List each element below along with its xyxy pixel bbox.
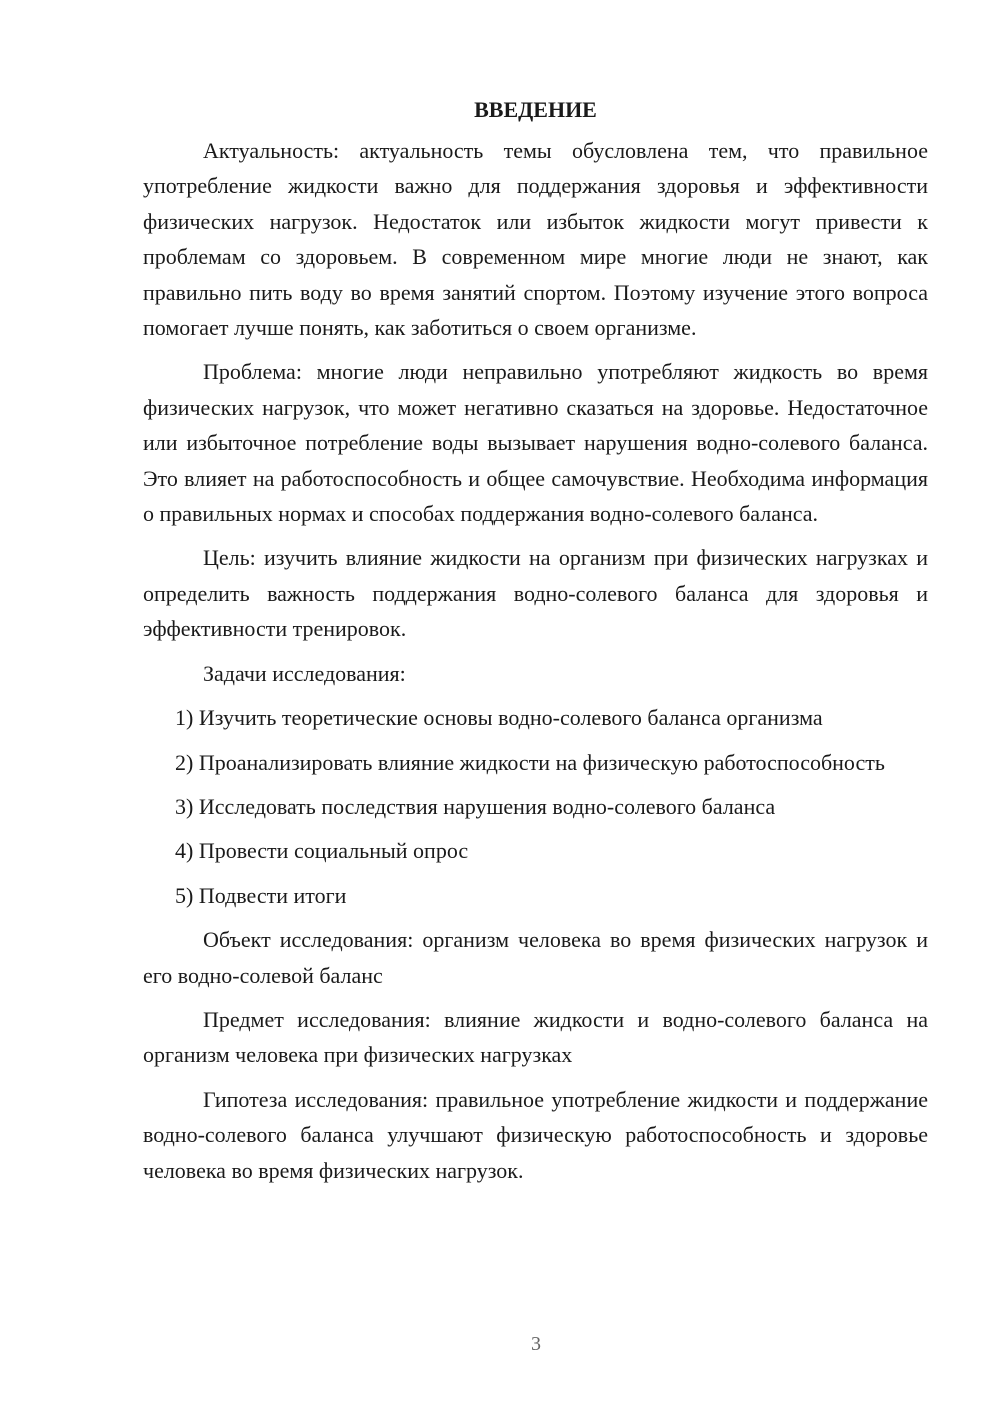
- paragraph-relevance: Актуальность: актуальность темы обусловлена тем, что правильное употребление жидкости важно для поддержания здоровья и эффективности физических нагрузок. Недостаток или избыток жидкости могут привести к проблемам со здоровьем. В современном мире многие люди не знают, как правильно пить воду во время занятий спортом. Поэтому изучение этого вопроса помогает лучше понять, как заботиться о своем организме.: [143, 138, 928, 341]
- task-item-3: 3) Исследовать последствия нарушения водно-солевого баланса: [175, 793, 776, 819]
- paragraph-problem: Проблема: многие люди неправильно употребляют жидкость во время физических нагрузок, что может негативно сказаться на здоровье. Недостаточное или избыточное потребление воды вызывает нарушения водно-солевого баланса. Это влияет на работоспособность и общее самочувствие. Необходима информация о правильных нормах и способах поддержания водно-солевого баланса.: [143, 359, 928, 527]
- paragraph-hypothesis: Гипотеза исследования: правильное употребление жидкости и поддержание водно-солевого баланса улучшают физическую работоспособность и здоровье человека во время физических нагрузок.: [143, 1086, 928, 1183]
- paragraph-goal: Цель: изучить влияние жидкости на организм при физических нагрузках и определить важность поддержания водно-солевого баланса для здоровья и эффективности тренировок.: [143, 545, 928, 642]
- task-item-1: 1) Изучить теоретические основы водно-солевого баланса организма: [175, 705, 823, 731]
- document-page: [143, 92, 928, 1197]
- task-item-4: 4) Провести социальный опрос: [175, 838, 469, 864]
- task-item-5: 5) Подвести итоги: [175, 882, 347, 908]
- page-title: ВВЕДЕНИЕ: [474, 97, 597, 122]
- paragraph-object: Объект исследования: организм человека во время физических нагрузок и его водно-солевой баланс: [143, 927, 928, 988]
- tasks-heading: Задачи исследования:: [203, 660, 406, 686]
- task-item-2: 2) Проанализировать влияние жидкости на физическую работоспособность: [175, 749, 885, 775]
- paragraph-subject: Предмет исследования: влияние жидкости и водно-солевого баланса на организм человека при физических нагрузках: [143, 1006, 928, 1068]
- page-number: 3: [531, 1333, 541, 1355]
